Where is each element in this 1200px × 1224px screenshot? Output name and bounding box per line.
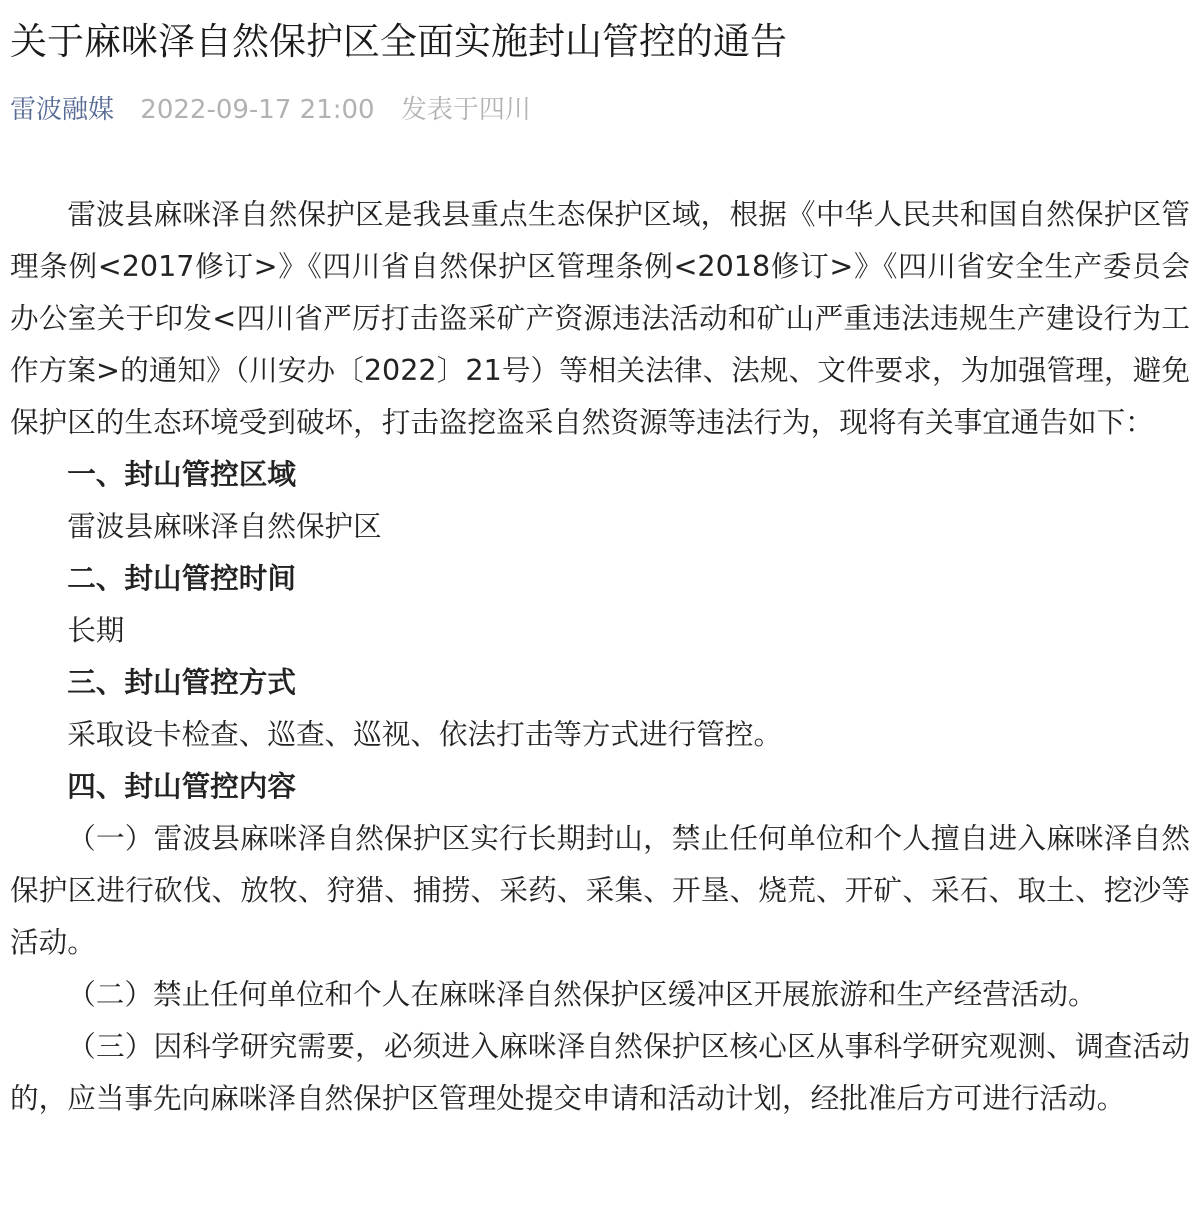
section-heading-area: 一、封山管控区域: [67, 457, 296, 491]
content-item-1: （一）雷波县麻咪泽自然保护区实行长期封山，禁止任何单位和个人擅自进入麻咪泽自然保护区进行砍伐、放牧、狩猎、捕捞、采药、采集、开垦、烧荒、开矿、采石、取土、挖沙等活动。: [10, 821, 1190, 959]
section-heading-time: 二、封山管控时间: [67, 561, 296, 595]
section-text-time: 长期: [67, 613, 125, 647]
article-body: [10, 188, 1190, 1124]
content-item-2: （二）禁止任何单位和个人在麻咪泽自然保护区缓冲区开展旅游和生产经营活动。: [67, 977, 1097, 1011]
publish-location: 发表于四川: [400, 95, 531, 125]
article-meta: [10, 90, 531, 130]
section-heading-content: 四、封山管控内容: [67, 769, 296, 803]
section-text-area: 雷波县麻咪泽自然保护区: [67, 509, 382, 543]
content-item-3: （三）因科学研究需要，必须进入麻咪泽自然保护区核心区从事科学研究观测、调查活动的，应当事先向麻咪泽自然保护区管理处提交申请和活动计划，经批准后方可进行活动。: [10, 1029, 1190, 1115]
article-title: 关于麻咪泽自然保护区全面实施封山管控的通告: [10, 20, 787, 63]
intro-paragraph: 雷波县麻咪泽自然保护区是我县重点生态保护区域，根据《中华人民共和国自然保护区管理条例<2017修订>》《四川省自然保护区管理条例<2018修订>》《四川省安全生产委员会办公室关于印发<四川省严厉打击盗采矿产资源违法活动和矿山严重违法违规生产建设行为工作方案>的通知》（川安办〔2022〕21号）等相关法律、法规、文件要求，为加强管理，避免保护区的生态环境受到破坏，打击盗挖盗采自然资源等违法行为，现将有关事宜通告如下：: [10, 197, 1190, 439]
publish-time: 2022-09-17 21:00: [140, 95, 375, 125]
source-link[interactable]: 雷波融媒: [10, 95, 115, 125]
section-heading-method: 三、封山管控方式: [67, 665, 296, 699]
section-text-method: 采取设卡检查、巡查、巡视、依法打击等方式进行管控。: [67, 717, 783, 751]
